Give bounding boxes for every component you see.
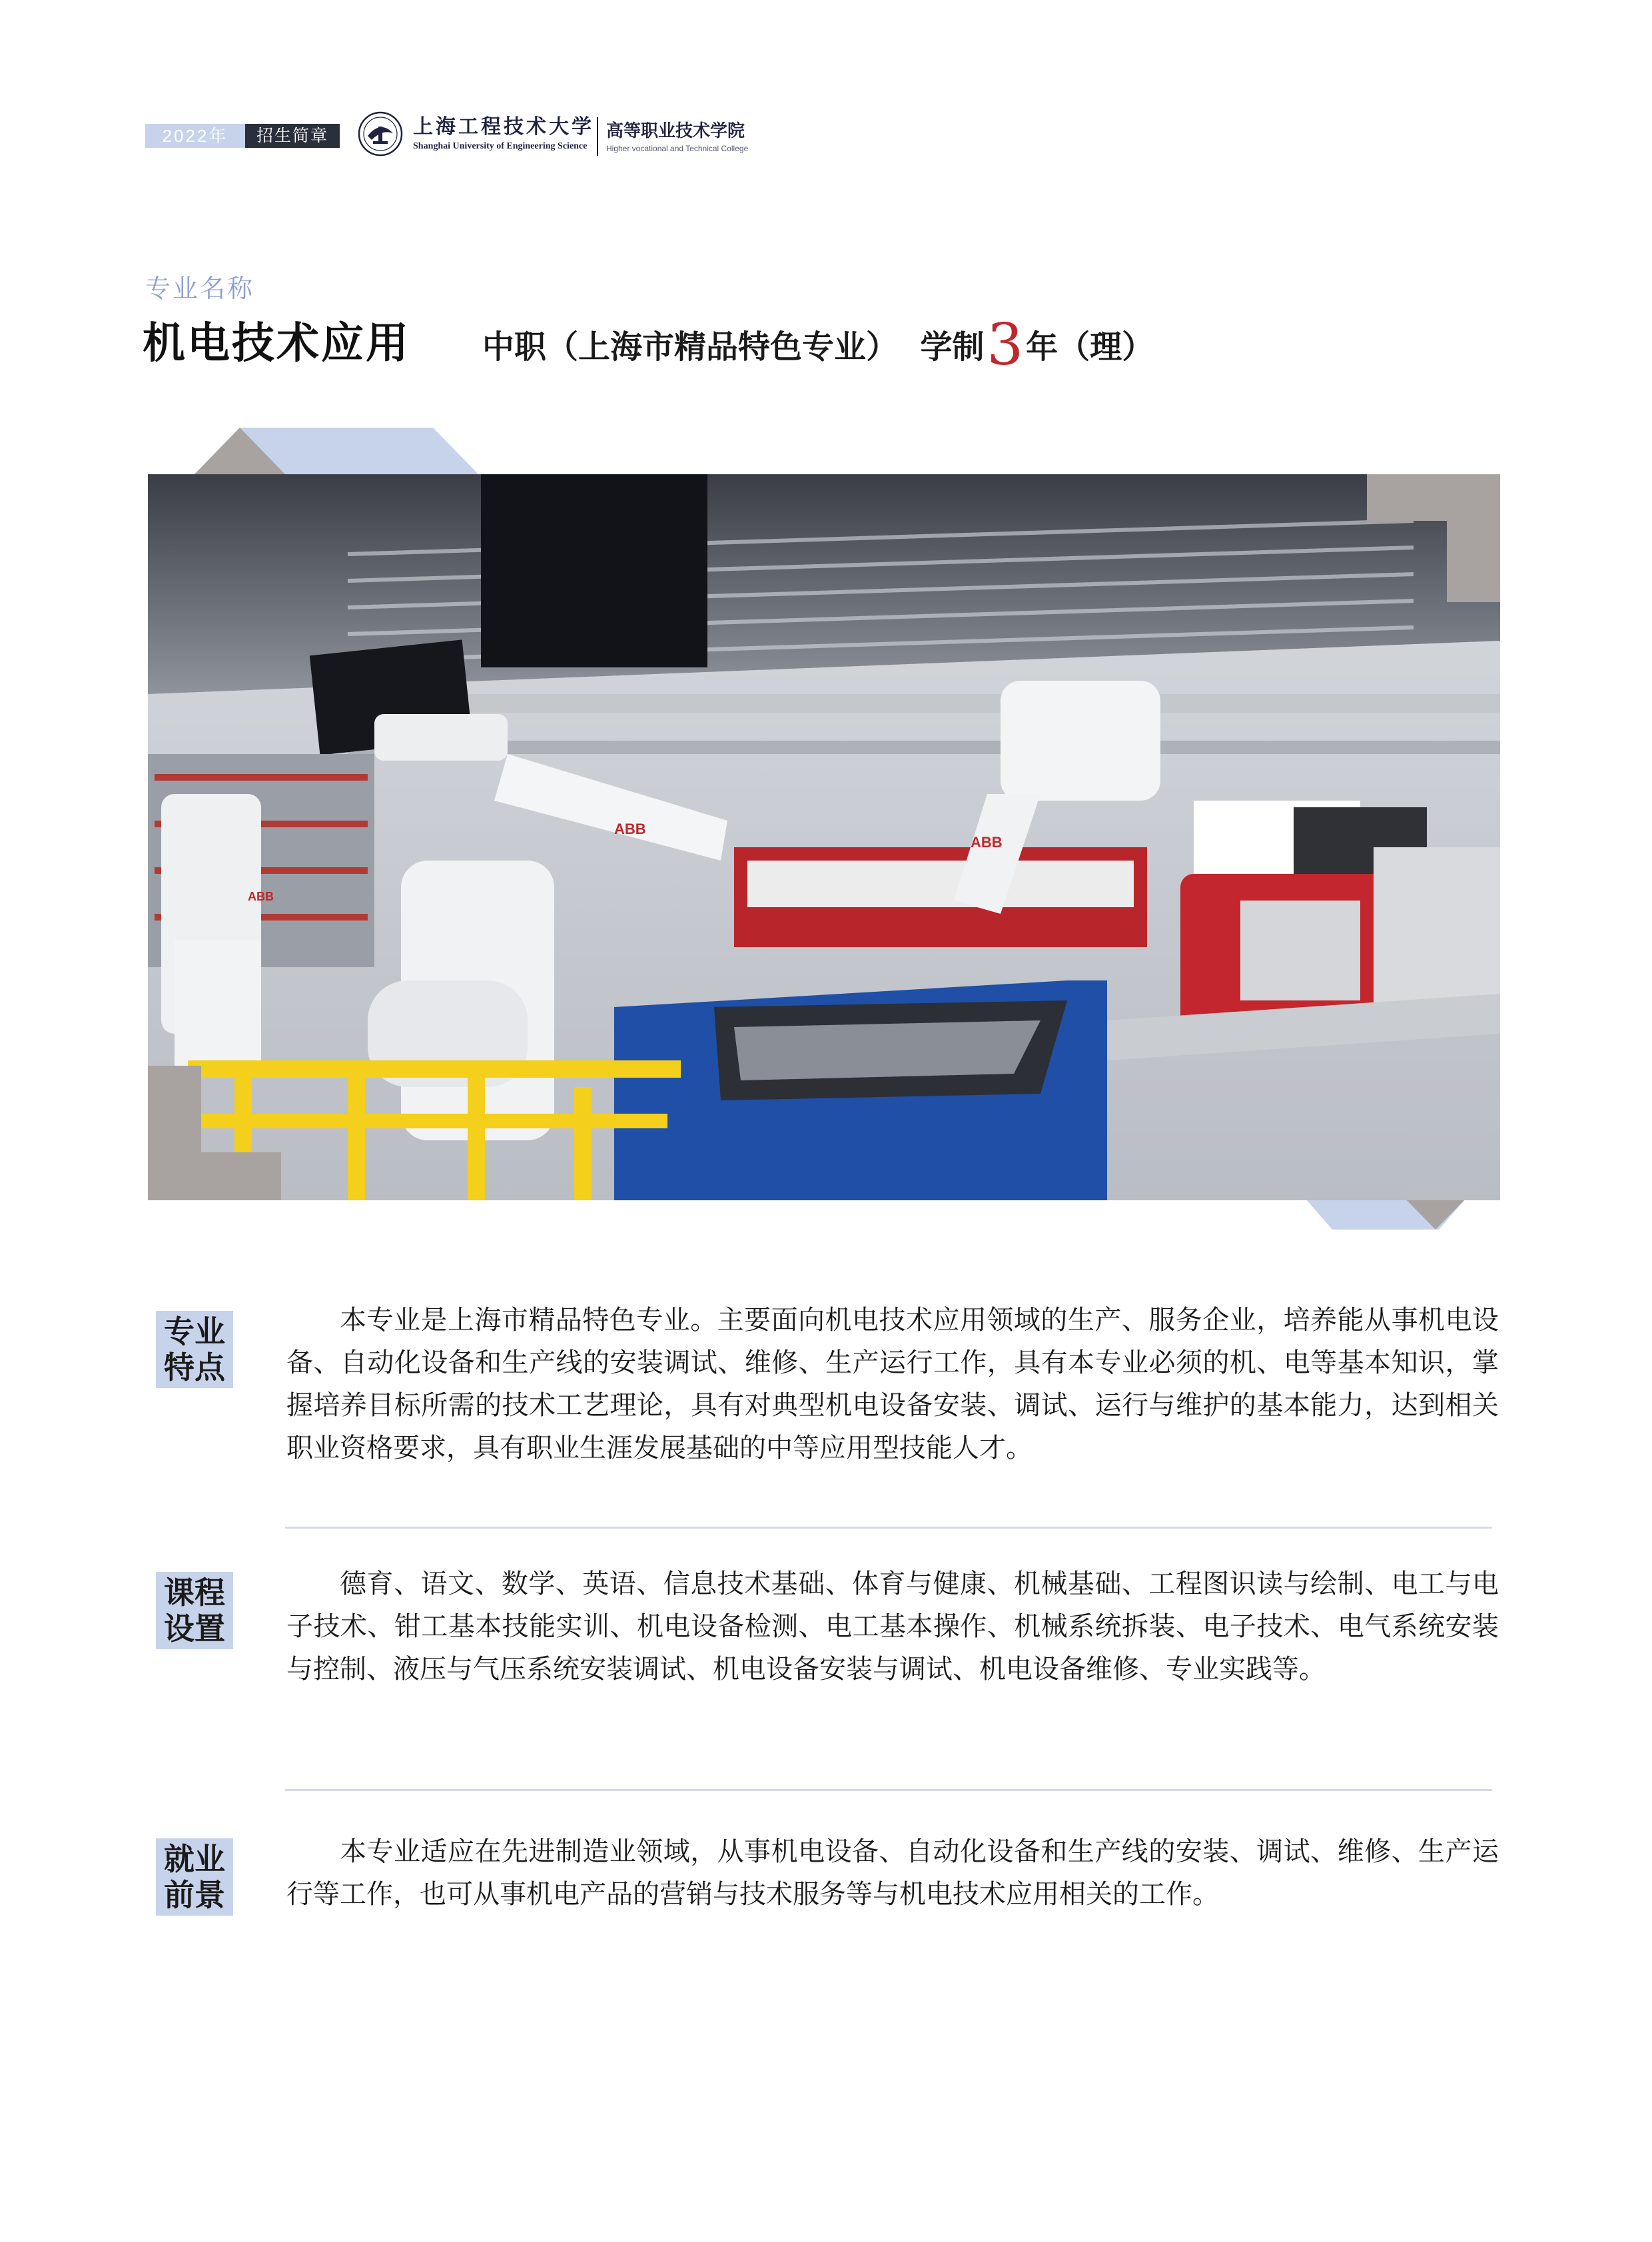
deco-photo-top-right xyxy=(1367,474,1500,602)
workshop-photo xyxy=(148,474,1500,1200)
deco-photo-bottom-left xyxy=(148,1066,281,1200)
robot-workshop-illustration xyxy=(148,474,1500,1200)
university-name-cn: 上海工程技术大学 xyxy=(413,115,594,139)
duration-years: 3 xyxy=(987,312,1024,378)
section-divider xyxy=(285,1527,1492,1529)
section-text-career: 本专业适应在先进制造业领域，从事机电设备、自动化设备和生产线的安装、调试、维修、生产运行等工作，也可从事机电产品的营销与技术服务等与机电技术应用相关的工作。 xyxy=(286,1836,1499,1910)
photo-label-abb-1: ABB xyxy=(614,821,646,837)
header-separator xyxy=(597,117,598,156)
college-name-en: Higher vocational and Technical College xyxy=(606,144,749,153)
college-name-cn: 高等职业技术学院 xyxy=(606,121,745,141)
section-tag-features: 专业 特点 xyxy=(156,1311,233,1388)
section-divider xyxy=(285,1789,1492,1791)
university-logo-icon xyxy=(357,107,404,161)
year-badge: 2022年 xyxy=(145,124,245,148)
major-level: 中职（上海市精品特色专业） xyxy=(482,328,899,366)
section-tag-career: 就业 前景 xyxy=(156,1838,233,1916)
deco-bottom-right xyxy=(1306,1199,1465,1230)
photo-label-abb-3: ABB xyxy=(248,890,274,903)
university-name-en: Shanghai University of Engineering Science xyxy=(413,141,588,151)
duration-prefix: 学制 xyxy=(920,328,985,366)
section-tag-courses: 课程 设置 xyxy=(156,1572,233,1649)
photo-label-abb-2: ABB xyxy=(971,834,1003,851)
deco-top-left xyxy=(193,428,480,476)
duration-suffix: 年（理） xyxy=(1026,328,1154,366)
section-label: 专业名称 xyxy=(145,274,255,303)
major-info xyxy=(482,312,1154,378)
major-title: 机电技术应用 xyxy=(143,319,410,368)
section-text-features: 本专业是上海市精品特色专业。主要面向机电技术应用领域的生产、服务企业，培养能从事机电设备、自动化设备和生产线的安装调试、维修、生产运行工作，具有本专业必须的机、电等基本知识，掌握培养目标所需的技术工艺理论，具有对典型机电设备安装、调试、运行与维护的基本能力，达到相关职业资格要求，具有职业生涯发展基础的中等应用型技能人才。 xyxy=(286,1305,1499,1463)
brochure-label: 招生简章 xyxy=(245,124,340,148)
section-text-courses: 德育、语文、数学、英语、信息技术基础、体育与健康、机械基础、工程图识读与绘制、电工与电子技术、钳工基本技能实训、机电设备检测、电工基本操作、机械系统拆装、电子技术、电气系统安装与控制、液压与气压系统安装调试、机电设备安装与调试、机电设备维修、专业实践等。 xyxy=(286,1569,1499,1684)
